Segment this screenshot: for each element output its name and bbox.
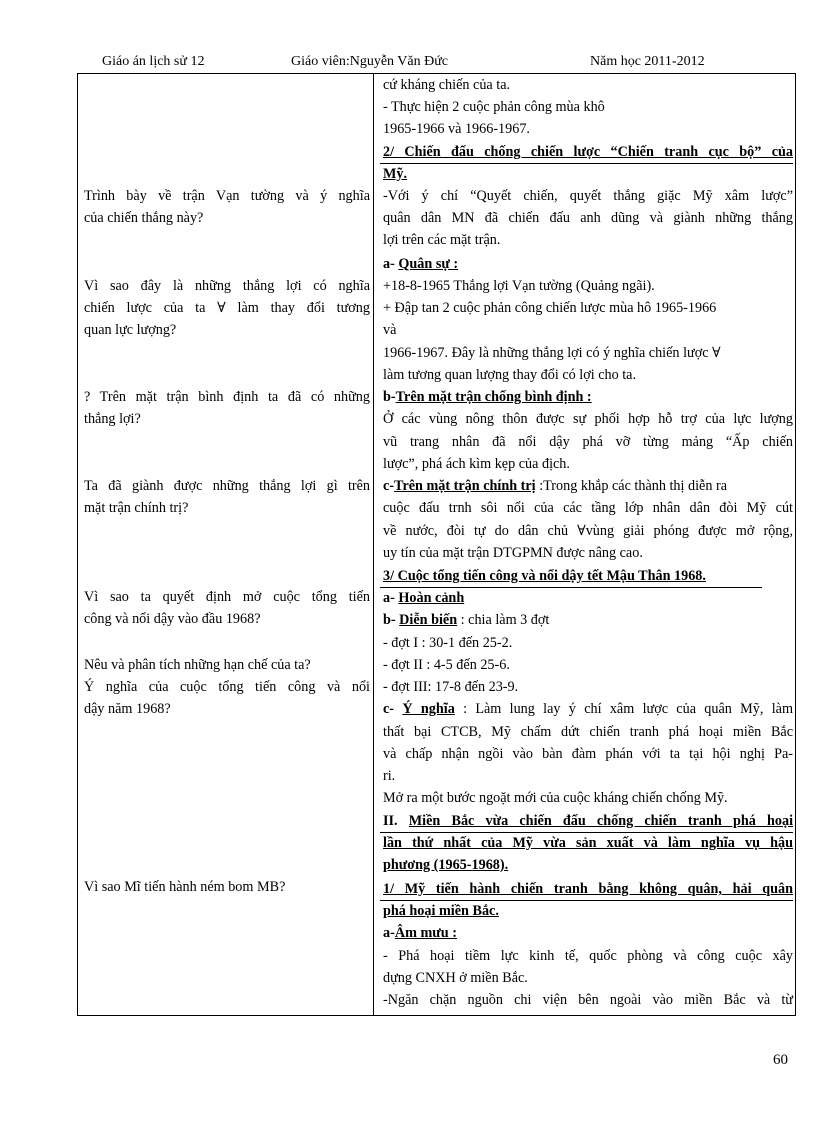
content-line: Mở ra một bước ngoặt mới của cuộc kháng chiến chống Mỹ. [383,790,728,806]
page-header [78,54,794,74]
question-line: của chiến thắng này? [84,210,204,226]
question-line: quan lực lượng? [84,322,177,338]
subheading-political: c-Trên mặt trận chính trị :Trong khắp các thành thị diễn ra [383,478,727,494]
question-line: thắng lợi? [84,411,141,427]
subheading-progress: b- Diễn biến : chia làm 3 đợt [383,612,550,628]
content-line: lợi trên các mặt trận. [383,232,501,248]
content-line: và chấp nhận ngồi vào bàn đàm phán với ta tại hội nghị Pa- [383,746,793,762]
content-line: cứ kháng chiến của ta. [383,77,511,93]
section-heading: phá hoại miền Bắc. [383,903,499,919]
question-line: Ý nghĩa của cuộc tổng tiến công và nổi [84,679,370,695]
content-line: dựng CNXH ở miền Bắc. [383,970,528,986]
content-line: ri. [383,768,396,784]
heading-underline [380,587,762,588]
section-heading: phương (1965-1968). [383,857,509,873]
subheading-context: a- Hoàn cảnh [383,590,465,606]
content-line: 1965-1966 và 1966-1967. [383,121,530,137]
question-line: công và nổi dậy vào đầu 1968? [84,611,261,627]
subheading-significance: c- Ý nghĩa : Làm lung lay ý chí xâm lược của quân Mỹ, làm [383,701,794,717]
content-line: -Với ý chí “Quyết chiến, quyết thắng giặc Mỹ xâm lược” [383,188,793,204]
question-line: chiến lược của ta ∀ làm thay đổi tương [84,300,370,316]
content-line: +18-8-1965 Thắng lợi Vạn tường (Quảng ngãi). [383,278,655,294]
question-line: dậy năm 1968? [84,701,171,717]
header-teacher: Giáo viên:Nguyễn Văn Đức [291,54,449,69]
page-number: 60 [773,1052,788,1068]
header-subject: Giáo án lịch sử 12 [102,54,205,69]
section-heading: 2/ Chiến đấu chống chiến lược “Chiến tranh cục bộ” của [383,144,793,160]
heading-underline [380,900,793,901]
content-line: - đợt I : 30-1 đến 25-2. [383,635,513,651]
content-line: + Đập tan 2 cuộc phản công chiến lược mùa hô 1965-1966 [383,300,717,316]
question-line: Vì sao Mĩ tiến hành ném bom MB? [84,879,286,895]
question-line: Trình bày về trận Vạn tường và ý nghĩa [84,188,370,204]
section-heading: 3/ Cuộc tổng tiến công và nổi dậy tết Mậu Thân 1968. [383,568,706,584]
content-line: - Phá hoại tiềm lực kinh tế, quốc phòng và công cuộc xây [383,948,793,964]
content-line: vũ trang nhân đã nổi dậy phá vỡ từng mảng “Ấp chiến [383,434,793,450]
content-line: quân dân MN đã chiến đấu anh dũng và giành những thắng [383,210,793,226]
content-line: làm tương quan lượng thay đổi có lợi cho ta. [383,367,637,383]
content-line: -Ngăn chặn nguồn chi viện bên ngoài vào miền Bắc và từ [383,992,793,1008]
section-heading: lần thứ nhất của Mỹ vừa sản xuất và làm nghĩa vụ hậu [383,835,793,851]
content-line: và [383,322,397,338]
content-line: lược”, phá ách kìm kẹp của địch. [383,456,570,472]
content-line: - đợt II : 4-5 đến 25-6. [383,657,510,673]
subheading-scheme: a-Âm mưu : [383,925,457,941]
question-line: Vì sao ta quyết định mở cuộc tổng tiến [84,589,370,605]
section-heading: Mỹ. [383,166,408,182]
question-line: Ta đã giành được những thắng lợi gì trên [84,478,370,494]
content-line: thất bại CTCB, Mỹ chấm dứt chiến tranh phá hoại miền Bắc [383,724,793,740]
question-line: Vì sao đây là những thắng lợi có nghĩa [84,278,370,294]
question-line: ? Trên mặt trận bình định ta đã có những [84,389,370,405]
header-school-year: Năm học 2011-2012 [590,54,705,69]
content-line: 1966-1967. Đây là những thắng lợi có ý nghĩa chiến lược ∀ [383,345,721,361]
content-line: - đợt III: 17-8 đến 23-9. [383,679,519,695]
content-line: về nước, đòi tự do dân chủ ∀vùng giải phóng được mở rộng, [383,523,793,539]
content-line: - Thực hiện 2 cuộc phản công mùa khô [383,99,605,115]
question-line: Nêu và phân tích những hạn chế của ta? [84,657,311,673]
section-heading: 1/ Mỹ tiến hành chiến tranh bằng không quân, hải quân [383,881,793,897]
heading-underline [380,163,793,164]
question-line: mặt trận chính trị? [84,500,189,516]
content-line: Ở các vùng nông thôn được sự phối hợp hỗ trợ của lực lượng [383,411,793,427]
heading-underline [380,832,793,833]
section-heading: II. Miền Bắc vừa chiến đấu chống chiến tranh phá hoại [383,813,794,829]
subheading-military: a- Quân sự : [383,256,459,272]
subheading-pacification: b-Trên mặt trận chống bình định : [383,389,592,405]
content-line: cuộc đấu trnh sôi nổi của các tầng lớp nhân dân đòi Mỹ cút [383,500,793,516]
column-divider [373,73,374,1016]
content-line: uy tín của mặt trận DTGPMN được nâng cao. [383,545,643,561]
